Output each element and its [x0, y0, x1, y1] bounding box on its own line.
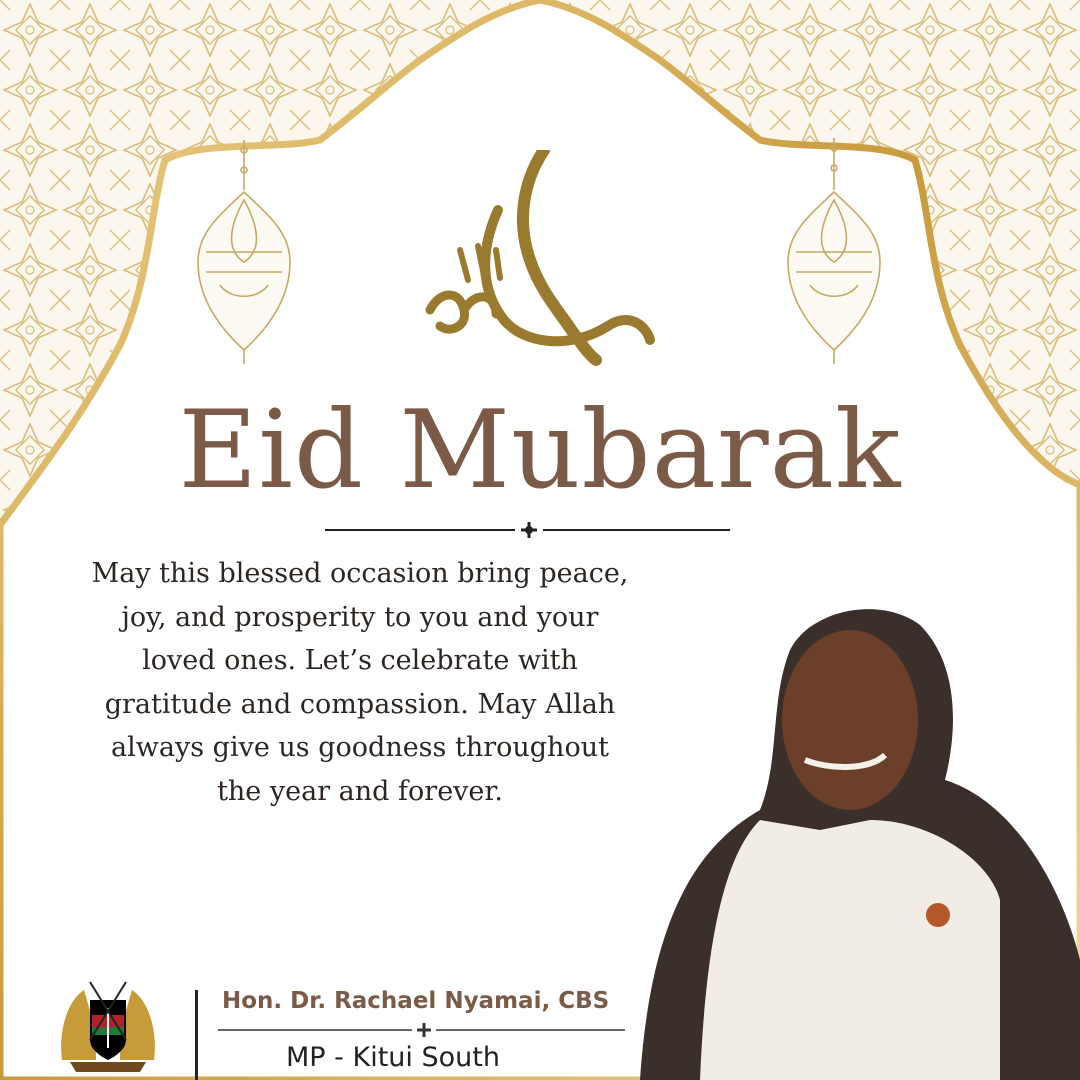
message-line: always give us goodness throughout — [111, 732, 609, 763]
signature-vertical-divider — [195, 990, 198, 1080]
signature-name: Hon. Dr. Rachael Nyamai, CBS — [222, 988, 610, 1014]
message-line: gratitude and compassion. May Allah — [104, 688, 616, 720]
signature-role: MP - Kitui South — [286, 1042, 500, 1073]
message-line: the year and forever. — [217, 775, 503, 807]
eid-mubarak-title: Eid Mubarak — [178, 388, 902, 513]
alhamdulillah-calligraphy-icon — [420, 150, 660, 390]
greeting-message — [40, 552, 680, 813]
message-line: loved ones. Let’s celebrate with — [142, 645, 578, 676]
message-line: May this blessed occasion bring peace, — [91, 558, 629, 589]
message-line: joy, and prosperity to you and your — [121, 601, 599, 633]
